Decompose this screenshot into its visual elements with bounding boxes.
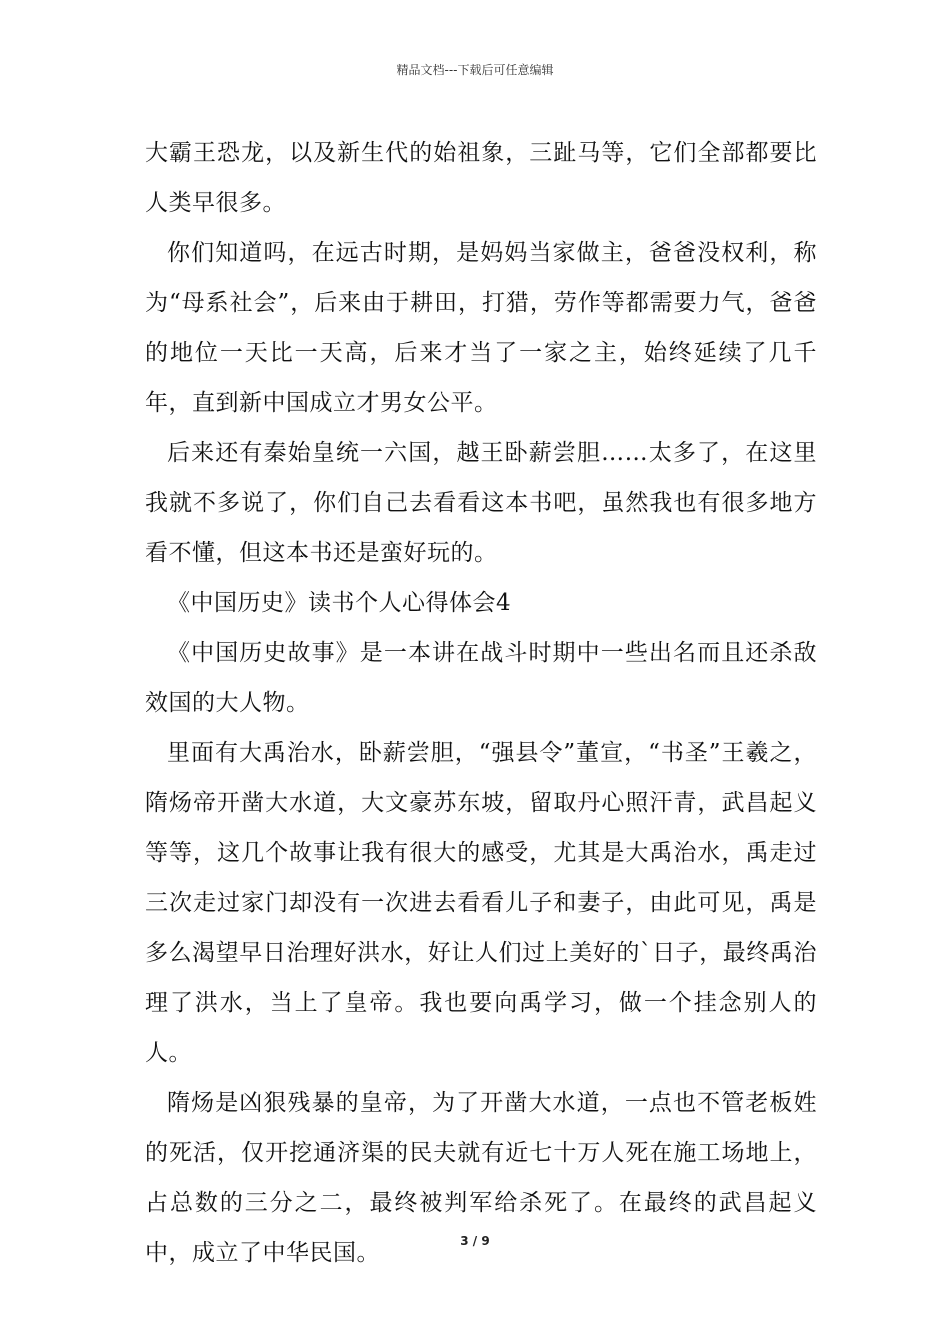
paragraph-da-yu: 里面有大禹治水，卧薪尝胆，“强县令”董宣，“书圣”王羲之，隋炀帝开凿大水道，大文豪苏东坡，留取丹心照汗青，武昌起义等等，这几个故事让我有很大的感受，尤其是大禹治水，禹走过三次走过家门却没有一次进去看看儿子和妻子，由此可见，禹是多么渴望早日治理好洪水，好让人们过上美好的`日子，最终禹治理了洪水，当上了皇帝。我也要向禹学习，做一个挂念别人的人。 [145, 740, 817, 1066]
paragraph-qin-unification: 后来还有秦始皇统一六国，越王卧薪尝胆……太多了，在这里我就不多说了，你们自己去看看这本书吧，虽然我也有很多地方看不懂，但这本书还是蛮好玩的。 [145, 440, 817, 566]
paragraph-matriarchal-society: 你们知道吗，在远古时期，是妈妈当家做主，爸爸没权利，称为“母系社会”，后来由于耕田，打猎，劳作等都需要力气，爸爸的地位一天比一天高，后来才当了一家之主，始终延续了几千年，直到新中国成立才男女公平。 [145, 240, 817, 416]
section-heading: 《中国历史》读书个人心得体会4 [167, 590, 512, 616]
page-number: 3 / 9 [460, 1234, 490, 1248]
paragraph-sui-yang: 隋炀是凶狠残暴的皇帝，为了开凿大水道，一点也不管老板姓的死活，仅开挖通济渠的民夫就有近七十万人死在施工场地上，占总数的三分之二，最终被判军给杀死了。在最终的武昌起义中，成立了中华民国。 [145, 1090, 817, 1266]
paragraph-book-intro: 《中国历史故事》是一本讲在战斗时期中一些出名而且还杀敌效国的大人物。 [145, 640, 817, 716]
paragraph-dinosaurs: 大霸王恐龙，以及新生代的始祖象，三趾马等，它们全部都要比人类早很多。 [145, 140, 817, 216]
page-header: 精品文档---下载后可任意编辑 [396, 63, 554, 77]
document-body [145, 128, 817, 1278]
